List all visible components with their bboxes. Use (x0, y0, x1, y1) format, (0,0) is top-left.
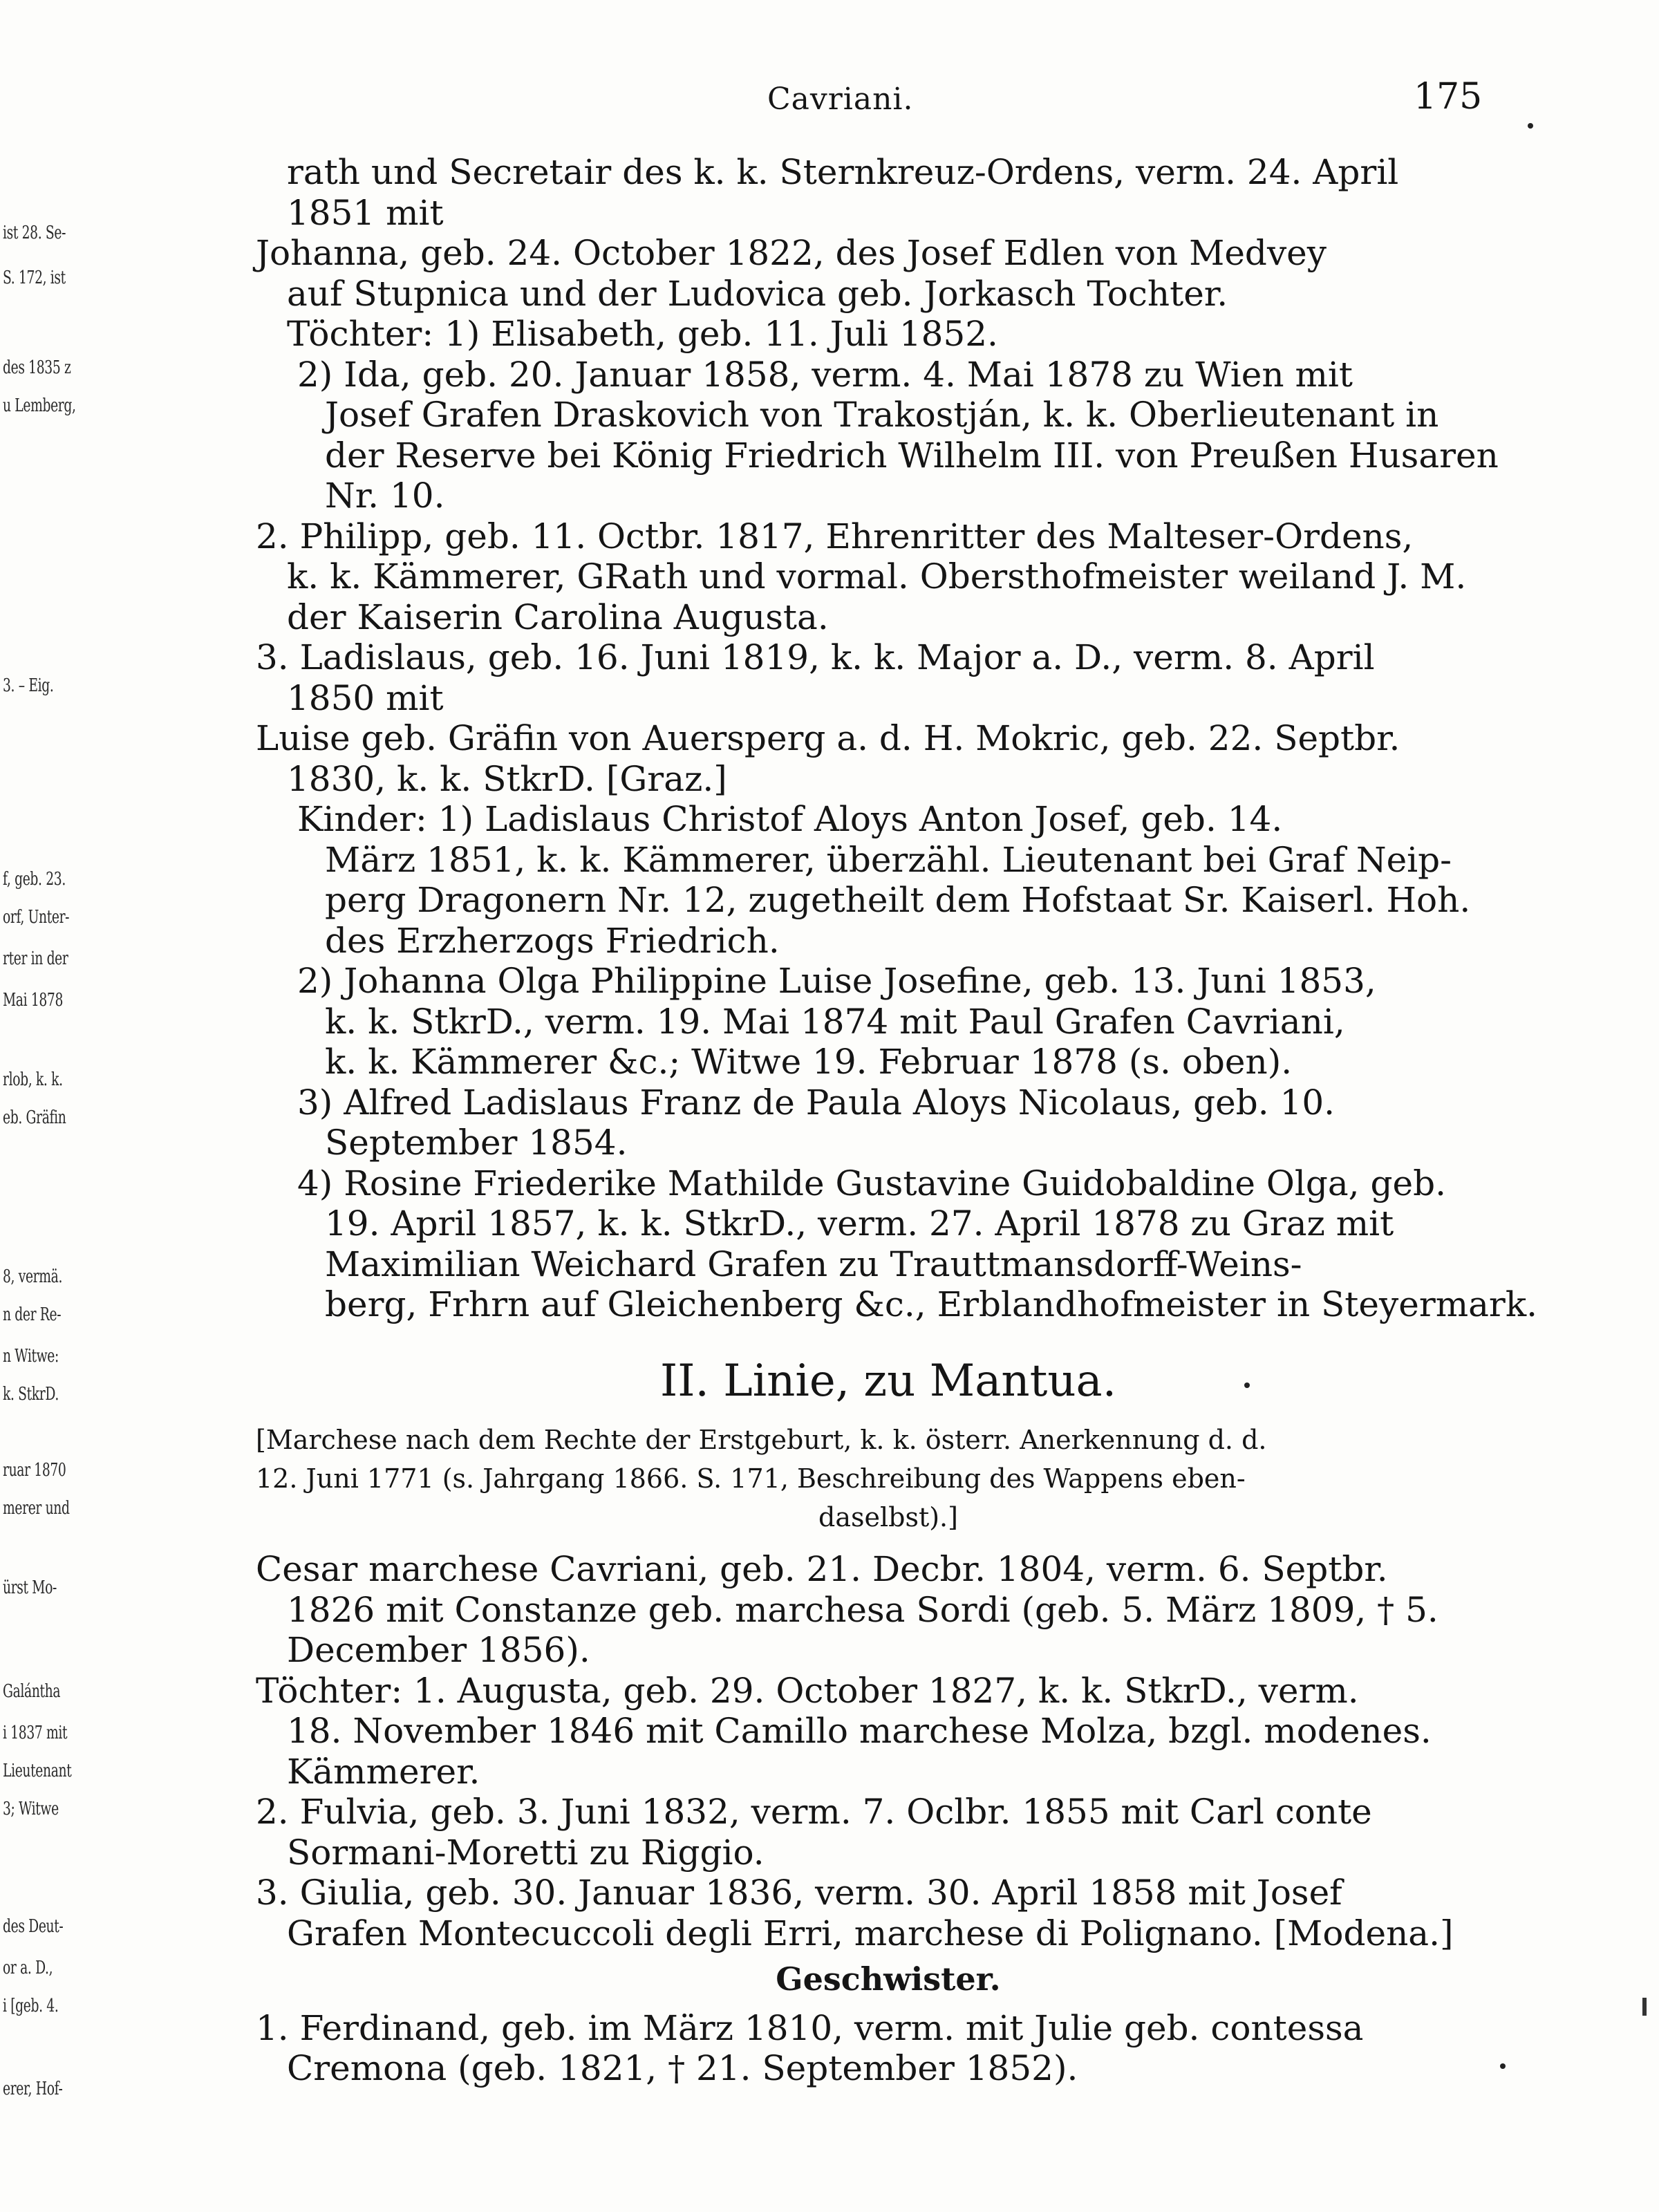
margin-fragment: u Lemberg, (3, 395, 76, 416)
margin-fragment: rlob, k. k. (3, 1069, 63, 1090)
text-line: Sormani-Moretti zu Riggio. (287, 1832, 765, 1873)
note-line: 12. Juni 1771 (s. Jahrgang 1866. S. 171, Beschreibung des Wappens eben- (256, 1463, 1246, 1494)
text-line: Josef Grafen Draskovich von Trakostján, k. k. Oberlieutenant in (325, 395, 1439, 435)
margin-fragment: 3; Witwe (3, 1799, 59, 1819)
margin-fragment: des 1835 z (3, 357, 71, 378)
margin-fragment: 3. – Eig. (3, 675, 54, 696)
margin-fragment: Mai 1878 (3, 990, 64, 1011)
margin-fragment: i 1837 mit (3, 1723, 68, 1743)
text-line: 1830, k. k. StkrD. [Graz.] (287, 758, 727, 799)
text-line: rath und Secretair des k. k. Sternkreuz-Ordens, verm. 24. April (287, 152, 1399, 192)
print-speck (1500, 2063, 1506, 2069)
margin-fragment: merer und (3, 1498, 70, 1519)
margin-fragment: ürst Mo- (3, 1577, 57, 1598)
text-line: 1851 mit (287, 192, 444, 233)
text-line: 3. Ladislaus, geb. 16. Juni 1819, k. k. Major a. D., verm. 8. April (256, 637, 1375, 677)
margin-fragment: or a. D., (3, 1958, 53, 1978)
text-line: Grafen Montecuccoli degli Erri, marchese di Polignano. [Modena.] (287, 1913, 1454, 1953)
margin-fragment: k. StkrD. (3, 1384, 59, 1405)
margin-fragment: ruar 1870 (3, 1460, 66, 1481)
text-line: Maximilian Weichard Grafen zu Trauttmansdorff-Weins- (325, 1244, 1302, 1284)
margin-fragment: eb. Gräfin (3, 1107, 66, 1128)
text-line: k. k. Kämmerer, GRath und vormal. Obersthofmeister weiland J. M. (287, 556, 1467, 597)
text-line: 1850 mit (287, 677, 444, 718)
text-line: berg, Frhrn auf Gleichenberg &c., Erblandhofmeister in Steyermark. (325, 1284, 1538, 1324)
print-speck (1244, 1382, 1250, 1388)
page-number: 175 (1414, 76, 1483, 118)
text-line: 19. April 1857, k. k. StkrD., verm. 27. April 1878 zu Graz mit (325, 1203, 1394, 1244)
margin-fragment: erer, Hof- (3, 2079, 63, 2099)
running-head: Cavriani. (767, 82, 914, 117)
note-line: [Marchese nach dem Rechte der Erstgeburt, k. k. österr. Anerkennung d. d. (256, 1425, 1267, 1455)
print-speck (1528, 123, 1533, 129)
text-line: Kämmerer. (287, 1751, 480, 1792)
margin-fragment: Galántha (3, 1681, 61, 1702)
main-text-block (256, 152, 1538, 2089)
margin-fragment: i [geb. 4. (3, 1996, 59, 2016)
note-line: daselbst).] (818, 1502, 958, 1533)
text-line: Cesar marchese Cavriani, geb. 21. Decbr. 1804, verm. 6. Septbr. (256, 1549, 1388, 1589)
margin-fragment: n der Re- (3, 1304, 62, 1325)
text-line: 2. Fulvia, geb. 3. Juni 1832, verm. 7. Oclbr. 1855 mit Carl conte (256, 1792, 1372, 1832)
text-line: Kinder: 1) Ladislaus Christof Aloys Anton Josef, geb. 14. (297, 799, 1283, 839)
text-line: k. k. StkrD., verm. 19. Mai 1874 mit Paul Grafen Cavriani, (325, 1001, 1345, 1042)
text-line: k. k. Kämmerer &c.; Witwe 19. Februar 1878 (s. oben). (325, 1042, 1293, 1082)
text-line: 4) Rosine Friederike Mathilde Gustavine Guidobaldine Olga, geb. (297, 1163, 1446, 1203)
text-line: September 1854. (325, 1123, 628, 1163)
margin-fragment: f, geb. 23. (3, 869, 66, 890)
text-line: perg Dragonern Nr. 12, zugetheilt dem Hofstaat Sr. Kaiserl. Hoh. (325, 880, 1471, 920)
margin-fragment: S. 172, ist (3, 268, 66, 288)
text-line: März 1851, k. k. Kämmerer, überzähl. Lieutenant bei Graf Neip- (325, 839, 1452, 880)
text-line: 3) Alfred Ladislaus Franz de Paula Aloys Nicolaus, geb. 10. (297, 1082, 1335, 1123)
text-line: 18. November 1846 mit Camillo marchese Molza, bzgl. modenes. (287, 1711, 1432, 1751)
section-heading: II. Linie, zu Mantua. (659, 1355, 1117, 1407)
text-line: Nr. 10. (325, 476, 445, 516)
text-line: 2) Ida, geb. 20. Januar 1858, verm. 4. Mai 1878 zu Wien mit (297, 354, 1353, 395)
text-line: 2) Johanna Olga Philippine Luise Josefine, geb. 13. Juni 1853, (297, 961, 1376, 1001)
margin-fragment: 8, vermä. (3, 1266, 63, 1287)
facing-page-bleed (0, 0, 97, 2212)
text-line: des Erzherzogs Friedrich. (325, 920, 780, 961)
text-line: Töchter: 1. Augusta, geb. 29. October 1827, k. k. StkrD., verm. (256, 1670, 1359, 1711)
text-line: 1. Ferdinand, geb. im März 1810, verm. mit Julie geb. contessa (256, 2007, 1364, 2048)
text-line: Cremona (geb. 1821, † 21. September 1852). (287, 2048, 1078, 2088)
margin-fragment: n Witwe: (3, 1346, 59, 1367)
margin-fragment: des Deut- (3, 1916, 64, 1937)
margin-fragment: ist 28. Se- (3, 223, 66, 243)
text-line: Johanna, geb. 24. October 1822, des Josef Edlen von Medvey (256, 233, 1327, 273)
text-line: auf Stupnica und der Ludovica geb. Jorkasch Tochter. (287, 273, 1228, 314)
margin-fragment: rter in der (3, 948, 68, 969)
text-line: der Reserve bei König Friedrich Wilhelm III. von Preußen Husaren (325, 435, 1499, 476)
text-line: 3. Giulia, geb. 30. Januar 1836, verm. 30. April 1858 mit Josef (256, 1873, 1342, 1913)
margin-fragment: orf, Unter- (3, 907, 70, 928)
text-line: 1826 mit Constanze geb. marchesa Sordi (geb. 5. März 1809, † 5. (287, 1589, 1438, 1630)
text-line: 2. Philipp, geb. 11. Octbr. 1817, Ehrenritter des Malteser-Ordens, (256, 516, 1414, 556)
margin-fragment: Lieutenant (3, 1761, 72, 1781)
sub-heading: Geschwister. (776, 1960, 1001, 1998)
text-line: Töchter: 1) Elisabeth, geb. 11. Juli 1852. (287, 314, 998, 354)
text-line: December 1856). (287, 1630, 590, 1670)
page-edge-mark (1642, 1998, 1647, 2016)
text-line: der Kaiserin Carolina Augusta. (287, 597, 829, 637)
text-line: Luise geb. Gräfin von Auersperg a. d. H. Mokric, geb. 22. Septbr. (256, 718, 1400, 758)
